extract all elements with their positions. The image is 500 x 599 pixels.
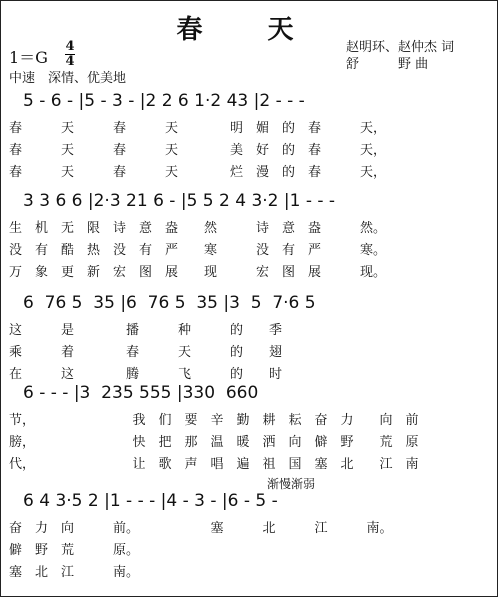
lyric-line-2: 乘 着 春 天 的 翅 [9,345,283,360]
lyric-line-2: 没 有 酷 热 没 有 严 寒 没 有 严 寒。 [9,243,387,258]
lyric-line-1: 这 是 播 种 的 季 [9,323,283,338]
notes-line [9,89,493,113]
notes-line [9,291,493,315]
lyric-line-1: 生 机 无 限 诗 意 盎 然 诗 意 盎 然。 [9,221,387,236]
song-title: 春 天 [176,15,322,45]
lyric-line-2: 春 天 春 天 美 好 的 春 天， [9,143,387,158]
notes-text: 6 4 3·5 2 |1 - - - |4 - 3 - |6 - 5 - [23,491,278,511]
meter-bottom: 4 [65,54,75,69]
lyric-line-2: 僻 野 荒 原。 [9,543,140,558]
lyric-line-1: 奋 力 向 前。 塞 北 江 南。 [9,521,393,536]
lyric-line-1: 节， 我 们 要 辛 勤 耕 耘 奋 力 向 前 [9,413,419,428]
meter-top: 4 [65,39,75,54]
key-signature: 1＝G [9,48,48,67]
notes-text: 6 - - - |3 235 555 |330 660 [23,383,259,403]
notes-line [9,189,493,213]
notes-text: 5 - 6 - |5 - 3 - |2 2 6 1·2 43 |2 - - - [23,91,305,111]
notes-text: 6 76 5 35 |6 76 5 35 |3 5 7·6 5 [23,293,316,313]
lyric-line-3: 万 象 更 新 宏 图 展 现 宏 图 展 现。 [9,265,387,280]
lyric-line-3: 春 天 春 天 烂 漫 的 春 天， [9,165,387,180]
lyric-line-2: 膀， 快 把 那 温 暖 洒 向 僻 野 荒 原 [9,435,419,450]
dynamics-mark: 渐慢渐弱 [267,477,316,491]
tempo-marking: 中速 深情、优美地 [9,71,127,86]
notes-line [9,381,493,405]
lyric-line-3: 塞 北 江 南。 [9,565,140,580]
time-signature [65,41,75,68]
lyric-line-3: 代， 让 歌 声 唱 遍 祖 国 塞 北 江 南 [9,457,419,472]
lyric-line-1: 春 天 春 天 明 媚 的 春 天， [9,121,387,136]
notes-line [9,489,493,513]
lyric-line-3: 在 这 腾 飞 的 时 [9,367,283,382]
notes-text: 3 3 6 6 |2·3 21 6 - |5 5 2 4 3·2 |1 - - - [23,191,336,211]
authors: 赵明环、赵仲杰 词 舒 野 曲 [346,40,455,72]
